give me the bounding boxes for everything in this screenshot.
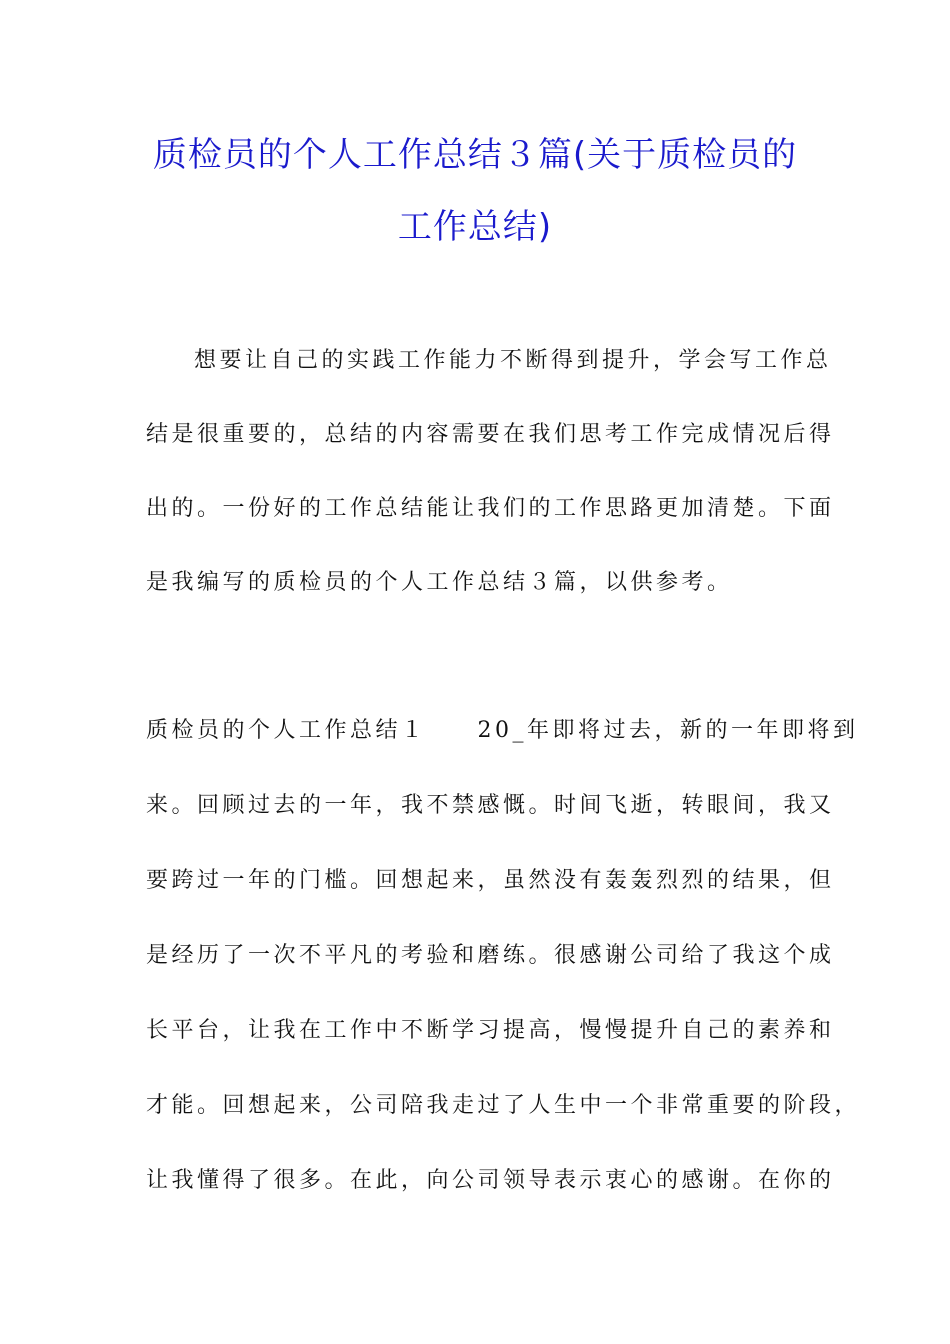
intro-line: 想要让自己的实践工作能力不断得到提升，学会写工作总 <box>194 348 832 373</box>
document-title-line-2: 工作总结) <box>397 207 553 247</box>
body-line: 质检员的个人工作总结１ 20_年即将过去，新的一年即将到 <box>146 718 859 743</box>
body-line: 是经历了一次不平凡的考验和磨练。很感谢公司给了我这个成 <box>146 943 835 968</box>
body-line: 才能。回想起来，公司陪我走过了人生中一个非常重要的阶段， <box>146 1093 861 1118</box>
body-line: 要跨过一年的门槛。回想起来，虽然没有轰轰烈烈的结果，但 <box>146 868 835 893</box>
intro-line: 出的。一份好的工作总结能让我们的工作思路更加清楚。下面 <box>146 496 835 521</box>
intro-line: 是我编写的质检员的个人工作总结３篇，以供参考。 <box>146 570 733 595</box>
intro-line: 结是很重要的，总结的内容需要在我们思考工作完成情况后得 <box>146 422 835 447</box>
body-line: 让我懂得了很多。在此，向公司领导表示衷心的感谢。在你的 <box>146 1168 835 1193</box>
body-line: 来。回顾过去的一年，我不禁感慨。时间飞逝，转眼间，我又 <box>146 793 835 818</box>
document-title-line-1: 质检员的个人工作总结３篇(关于质检员的 <box>152 135 798 175</box>
body-line: 长平台，让我在工作中不断学习提高，慢慢提升自己的素养和 <box>146 1018 835 1043</box>
